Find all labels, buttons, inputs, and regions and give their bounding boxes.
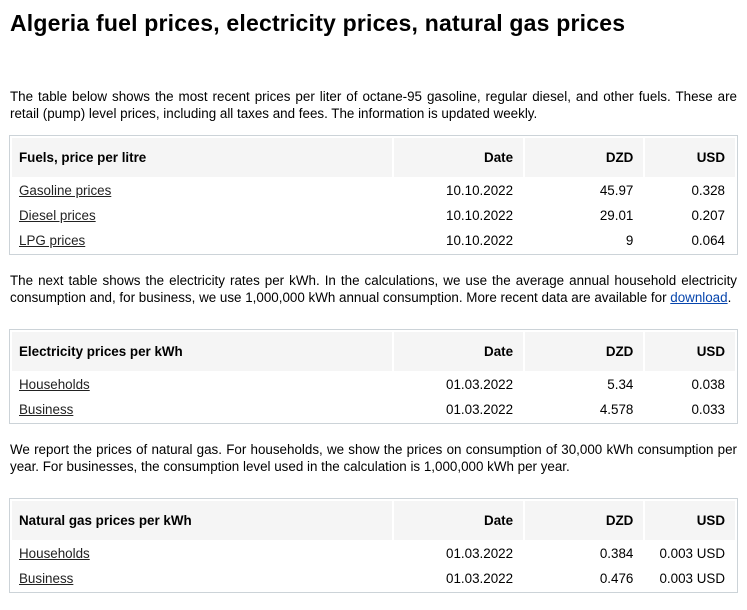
gas-col-dzd: DZD [525,501,643,540]
gas-table-title: Natural gas prices per kWh [12,501,392,540]
dzd-cell: 0.476 [599,571,634,586]
dzd-cell: 29.01 [599,208,634,223]
fuels-intro-paragraph [10,89,737,122]
dzd-cell: 4.578 [599,402,634,417]
electricity-business-link[interactable]: Business [19,402,74,417]
lpg-prices-link[interactable]: LPG prices [19,233,86,248]
electricity-table-header-row [12,332,735,371]
gas-households-link[interactable]: Households [19,546,90,561]
date-cell: 10.10.2022 [446,233,514,248]
electricity-households-link[interactable]: Households [19,377,90,392]
table-row [12,204,735,227]
date-cell: 01.03.2022 [446,571,514,586]
gas-intro-paragraph [10,442,737,475]
electricity-col-dzd: DZD [525,332,643,371]
table-row [12,567,735,590]
download-link[interactable]: download [670,289,728,305]
date-cell: 01.03.2022 [446,402,514,417]
fuels-table-header-row [12,138,735,177]
gas-intro-text: We report the prices of natural gas. For households, we show the prices on consumption of 30,000 kWh consumption per year. For businesses, the consumption level used in the calculation is 1,000,000 kWh per year. [10,442,737,474]
fuels-intro-text: The table below shows the most recent prices per liter of octane-95 gasoline, regular diesel, and other fuels. These are retail (pump) level prices, including all taxes and fees. The information is updated weekly. [10,89,737,121]
date-cell: 10.10.2022 [446,208,514,223]
fuels-price-table [9,135,738,255]
electricity-intro-end: . [727,289,732,305]
table-row [12,373,735,396]
dzd-cell: 5.34 [607,377,634,392]
page-title: Algeria fuel prices, electricity prices, natural gas prices [10,10,626,36]
gas-business-link[interactable]: Business [19,571,74,586]
electricity-intro-paragraph [10,273,737,306]
table-row [12,542,735,565]
date-cell: 10.10.2022 [446,183,514,198]
dzd-cell: 45.97 [599,183,634,198]
usd-cell: 0.064 [691,233,725,248]
usd-cell: 0.033 [691,402,725,417]
usd-cell: 0.207 [691,208,725,223]
electricity-intro-text: The next table shows the electricity rates per kWh. In the calculations, we use the average annual household electricity consumption and, for business, we use 1,000,000 kWh annual consumption. More recent data are available for [10,273,737,305]
fuels-col-date: Date [394,138,523,177]
dzd-cell: 0.384 [599,546,634,561]
usd-cell: 0.328 [691,183,725,198]
date-cell: 01.03.2022 [446,377,514,392]
fuels-table-title: Fuels, price per litre [12,138,392,177]
dzd-cell: 9 [625,233,634,248]
diesel-prices-link[interactable]: Diesel prices [19,208,96,223]
electricity-price-table [9,329,738,424]
gas-col-usd: USD [645,501,735,540]
usd-cell: 0.038 [691,377,725,392]
table-row [12,229,735,252]
gas-table-header-row [12,501,735,540]
usd-cell: 0.003 USD [659,571,725,586]
usd-cell: 0.003 USD [659,546,725,561]
fuels-col-dzd: DZD [525,138,643,177]
table-row [12,179,735,202]
date-cell: 01.03.2022 [446,546,514,561]
electricity-col-usd: USD [645,332,735,371]
table-row [12,398,735,421]
gas-col-date: Date [394,501,523,540]
natural-gas-price-table [9,498,738,593]
fuels-col-usd: USD [645,138,735,177]
gasoline-prices-link[interactable]: Gasoline prices [19,183,112,198]
electricity-table-title: Electricity prices per kWh [12,332,392,371]
electricity-col-date: Date [394,332,523,371]
